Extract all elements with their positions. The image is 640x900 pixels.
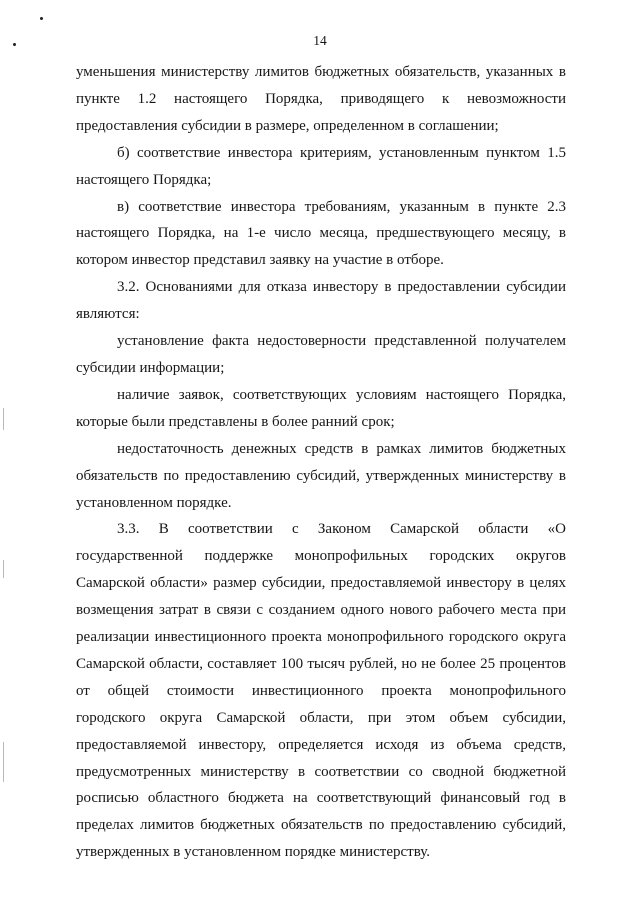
paragraph-ground-3: недостаточность денежных средств в рамках лимитов бюджетных обязательств по предоставлению субсидий, утвержденных министерству в установленном порядке.: [76, 440, 566, 511]
paragraph-3-3: 3.3. В соответствии с Законом Самарской области «О государственной поддержке монопрофильных городских округов Самарской области» размер субсидии, предоставляемой инвестору в целях возмещения затрат в связи с созданием одного нового рабочего места при реализации инвестиционного проекта монопрофильного городского округа Самарской области, составляет 100 тысяч рублей, но не более 25 процентов от общей стоимости инвестиционного проекта монопрофильного городского округа Самарской области, при этом объем субсидии, предоставляемой инвестору, определяется исходя из объема средств, предусмотренных министерству в соответствии со сводной бюджетной росписью областного бюджета на соответствующий финансовый год в пределах лимитов бюджетных обязательств по предоставлению субсидий, утвержденных в установленном порядке министерству.: [76, 521, 566, 861]
paragraph-ground-2: наличие заявок, соответствующих условиям настоящего Порядка, которые были представлены в более ранний срок;: [76, 386, 566, 430]
scan-speck: [40, 17, 43, 20]
paragraph-3-2: 3.2. Основаниями для отказа инвестору в предоставлении субсидии являются:: [76, 279, 566, 323]
body-text: [76, 59, 566, 866]
scan-edge-mark: [3, 742, 4, 782]
page-number: 14: [313, 33, 327, 48]
paragraph-continuation: уменьшения министерству лимитов бюджетных обязательств, указанных в пункте 1.2 настоящего Порядка, приводящего к невозможности предоставления субсидии в размере, определенном в соглашении;: [76, 64, 566, 134]
paragraph-item-b: б) соответствие инвестора критериям, установленным пунктом 1.5 настоящего Порядка;: [76, 144, 566, 188]
scan-edge-mark: [3, 408, 4, 430]
scan-edge-mark: [3, 560, 4, 578]
paragraph-item-v: в) соответствие инвестора требованиям, указанным в пункте 2.3 настоящего Порядка, на 1-е число месяца, предшествующего месяцу, в котором инвестор представил заявку на участие в отборе.: [76, 198, 566, 269]
paragraph-ground-1: установление факта недостоверности представленной получателем субсидии информации;: [76, 333, 566, 376]
